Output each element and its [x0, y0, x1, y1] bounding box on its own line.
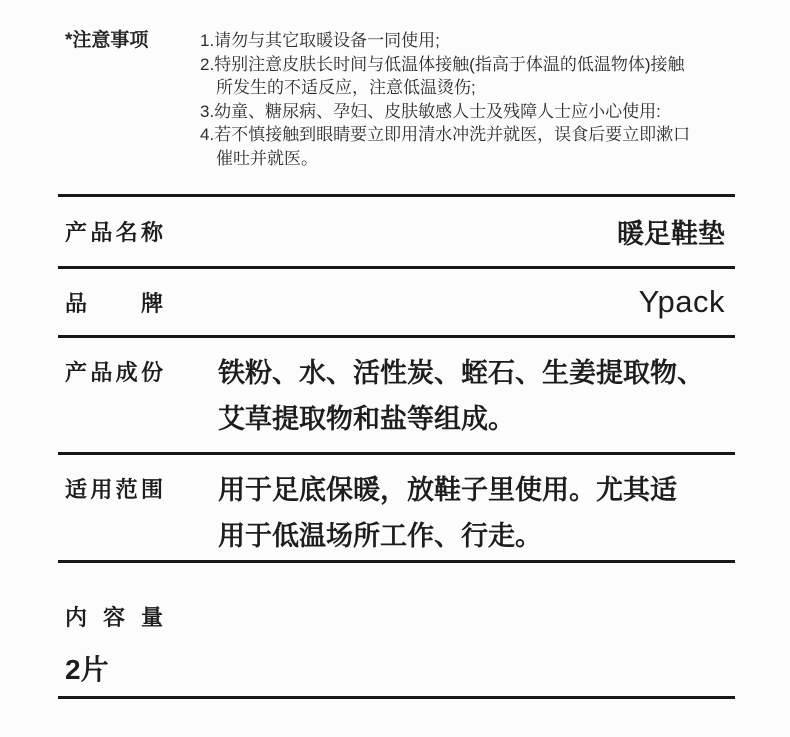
- spec-label-ingredients: 产品成份: [65, 360, 163, 385]
- note-line: 2.特别注意皮肤长时间与低温体接触(指高于体温的低温物体)接触: [200, 54, 685, 74]
- note-line-continuation: 所发生的不适反应，注意低温烫伤;: [216, 78, 476, 97]
- divider: [58, 696, 735, 699]
- note-line-continuation: 催吐并就医。: [216, 148, 318, 168]
- spec-value-line: 铁粉、水、活性炭、蛭石、生姜提取物、: [218, 358, 704, 388]
- notes-label: *注意事项: [65, 30, 149, 51]
- spec-label-brand: 品牌: [65, 290, 163, 316]
- spec-value-line: 艾草提取物和盐等组成。: [218, 404, 515, 434]
- notes-list: [200, 29, 690, 170]
- spec-row-product-name: [58, 197, 735, 266]
- spec-label-content-amount: 内容量: [65, 605, 163, 630]
- note-line: 3.幼童、糖尿病、孕妇、皮肤敏感人士及残障人士应小心使用:: [200, 101, 661, 121]
- spec-value-usage-scope: [218, 467, 677, 559]
- spec-value-brand: Ypack: [638, 284, 725, 319]
- notes-section: [58, 0, 735, 170]
- spec-row-usage-scope: [58, 455, 735, 560]
- sheet-body: [58, 0, 735, 699]
- spec-row-content-amount: [58, 563, 735, 696]
- spec-value-line: 用于足底保暖，放鞋子里使用。尤其适: [218, 475, 677, 505]
- spec-value-ingredients: [218, 350, 704, 442]
- spec-value-line: 用于低温场所工作、行走。: [218, 521, 542, 551]
- spec-label-usage-scope: 适用范围: [65, 477, 163, 502]
- note-line: 4.若不慎接触到眼睛要立即用清水冲洗并就医，误食后要立即漱口: [200, 125, 691, 144]
- spec-row-brand: [58, 269, 735, 335]
- spec-row-ingredients: [58, 338, 735, 452]
- spec-label-product-name: 产品名称: [65, 220, 163, 245]
- spec-value-product-name: 暖足鞋垫: [617, 219, 725, 249]
- note-line: 1.请勿与其它取暖设备一同使用;: [200, 31, 440, 50]
- spec-value-content-amount: 2片: [65, 654, 109, 685]
